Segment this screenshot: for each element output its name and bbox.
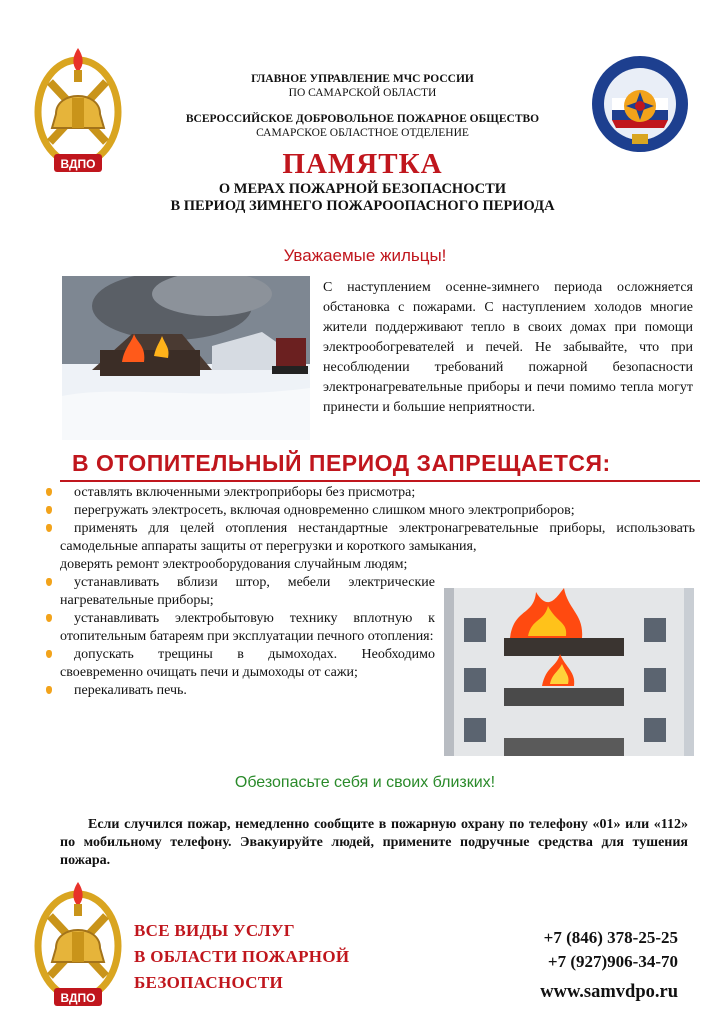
header-org2: [150, 112, 575, 140]
title-sub2: В ПЕРИОД ЗИМНЕГО ПОЖАРООПАСНОГО ПЕРИОДА: [170, 198, 555, 214]
org2-line1: ВСЕРОССИЙСКОЕ ДОБРОВОЛЬНОЕ ПОЖАРНОЕ ОБЩЕСТВО: [185, 113, 540, 125]
title-main: ПАМЯТКА: [282, 148, 443, 180]
website-link[interactable]: www.samvdpo.ru: [540, 982, 678, 1002]
house-fire-photo: [62, 276, 310, 440]
phone-1[interactable]: +7 (846) 378-25-25: [543, 928, 678, 947]
vdpo-logo-text: ВДПО: [60, 157, 96, 171]
services-line2: В ОБЛАСТИ ПОЖАРНОЙ: [134, 947, 350, 966]
org1-line1: ГЛАВНОЕ УПРАВЛЕНИЕ МЧС РОССИИ: [251, 73, 474, 85]
title-sub1: О МЕРАХ ПОЖАРНОЙ БЕЗОПАСНОСТИ: [218, 181, 507, 197]
contacts-block: [488, 926, 678, 1004]
list-item: оставлять включенными электроприборы без присмотра;: [60, 484, 695, 502]
list-item: перегружать электросеть, включая одновременно слишком много электроприборов;: [60, 502, 695, 520]
vdpo-logo-bottom-text: ВДПО: [60, 991, 96, 1005]
vdpo-logo: [30, 42, 126, 182]
protect-slogan: Обезопасьте себя и своих близких!: [234, 774, 496, 791]
org2-line2: САМАРСКОЕ ОБЛАСТНОЕ ОТДЕЛЕНИЕ: [256, 127, 469, 139]
list-item: доверять ремонт электрооборудования случайным людям;: [60, 557, 408, 572]
greeting: Уважаемые жильцы!: [283, 246, 447, 265]
emergency-text: Если случился пожар, немедленно сообщите в пожарную охрану по телефону «01» или «112» по мобильному телефону. Эвакуируйте людей, примените подручные средства для тушения пожара.: [60, 817, 688, 868]
prohibited-banner: В ОТОПИТЕЛЬНЫЙ ПЕРИОД ЗАПРЕЩАЕТСЯ:: [72, 450, 611, 476]
mchs-emblem: [590, 54, 690, 154]
header-org1: [150, 72, 575, 100]
org1-line2: ПО САМАРСКОЙ ОБЛАСТИ: [288, 87, 437, 99]
emergency-instructions: [60, 816, 688, 870]
prohibitions-list: [60, 484, 695, 700]
bullet-icon: [46, 524, 52, 532]
list-item: допускать трещины в дымоходах. Необходимо своевременно очищать печи и дымоходы от сажи;: [60, 646, 435, 682]
list-item: применять для целей отопления нестандартные электронагревательные приборы, использовать самодельные аппараты защиты от перегрузки и короткого замыкания,: [60, 520, 695, 556]
banner-underline: [60, 480, 700, 482]
page-title: [140, 148, 585, 215]
bullet-icon: [46, 488, 52, 496]
services-line3: БЕЗОПАСНОСТИ: [134, 973, 284, 992]
services-line1: ВСЕ ВИДЫ УСЛУГ: [134, 921, 295, 940]
vdpo-logo-bottom: [30, 876, 126, 1016]
list-item: устанавливать вблизи штор, мебели электрические нагревательные приборы;: [60, 574, 435, 610]
bullet-icon: [46, 686, 52, 694]
list-item: устанавливать электробытовую технику вплотную к отопительным батареям при эксплуатации печного отопления:: [60, 610, 435, 646]
bullet-icon: [46, 614, 52, 622]
bullet-icon: [46, 578, 52, 586]
services-block: [134, 918, 394, 996]
intro-text: С наступлением осенне-зимнего периода осложняется обстановка с пожарами. С наступлением холодов многие жители поддерживают тепло в своих домах при помощи электрообогревателей и печей. Не забывайте, что при несоблюдении требований пожарной безопасности электронагревательные приборы и печи помимо тепла могут принести и большие неприятности.: [323, 280, 693, 415]
phone-2[interactable]: +7 (927)906-34-70: [547, 952, 678, 971]
bullet-icon: [46, 506, 52, 514]
list-item: перекаливать печь.: [60, 682, 435, 700]
bullet-icon: [46, 650, 52, 658]
